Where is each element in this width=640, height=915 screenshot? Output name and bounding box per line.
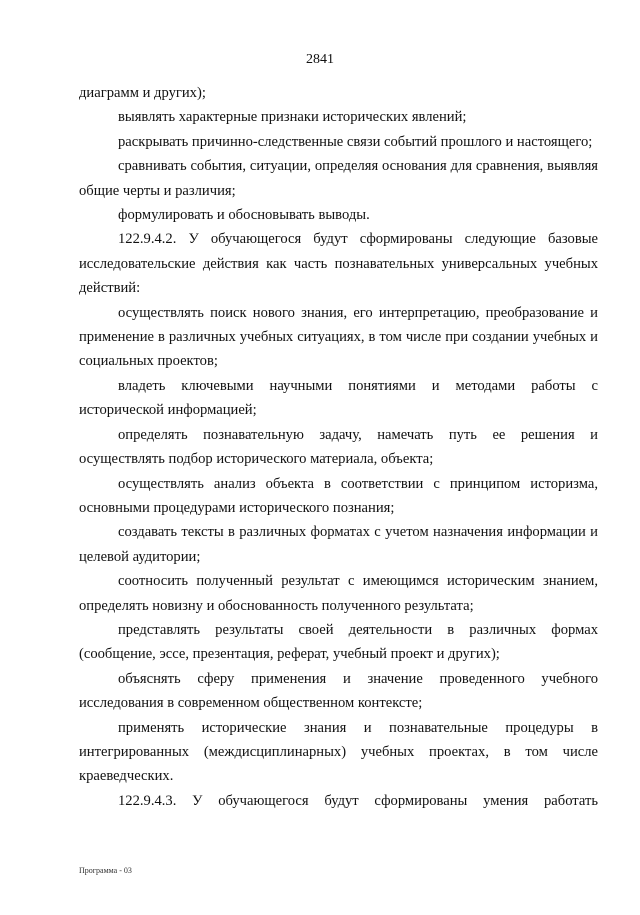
paragraph: диаграмм и других); — [79, 85, 206, 101]
page-footer: Программа - 03 — [79, 866, 132, 875]
paragraph: владеть ключевыми научными понятиями и методами работы с исторической информацией; — [79, 377, 598, 419]
paragraph: создавать тексты в различных форматах с учетом назначения информации и целевой аудитории; — [79, 524, 598, 565]
paragraph: осуществлять анализ объекта в соответствии с принципом историзма, основными процедурами исторического познания; — [79, 475, 598, 516]
paragraph: соотносить полученный результат с имеющимся историческим знанием, определять новизну и обоснованность полученного результата; — [79, 573, 598, 614]
paragraph: применять исторические знания и познавательные процедуры в интегрированных (междисциплинарных) учебных проектах, в том числе краеведческих. — [79, 719, 598, 785]
paragraph: формулировать и обосновывать выводы. — [118, 207, 370, 224]
paragraph: представлять результаты своей деятельности в различных формах (сообщение, эссе, презентация, реферат, учебный проект и других); — [79, 621, 598, 663]
paragraph: 122.9.4.2. У обучающегося будут сформированы следующие базовые исследовательские действия как часть познавательных универсальных учебных действий: — [79, 231, 598, 297]
paragraph: объяснять сферу применения и значение проведенного учебного исследования в современном общественном контексте; — [79, 670, 598, 712]
paragraph: осуществлять поиск нового знания, его интерпретацию, преобразование и применение в различных учебных ситуациях, в том числе при создании учебных и социальных проектов; — [79, 304, 598, 370]
paragraph: раскрывать причинно-следственные связи событий прошлого и настоящего; — [118, 133, 593, 150]
document-body — [79, 81, 598, 813]
paragraph: определять познавательную задачу, намечать путь ее решения и осуществлять подбор исторического материала, объекта; — [79, 426, 598, 468]
paragraph: 122.9.4.3. У обучающегося будут сформированы умения работать — [118, 792, 598, 809]
page-number: 2841 — [306, 52, 334, 67]
paragraph: сравнивать события, ситуации, определяя основания для сравнения, выявляя общие черты и различия; — [79, 158, 598, 199]
paragraph: выявлять характерные признаки исторических явлений; — [118, 109, 467, 126]
